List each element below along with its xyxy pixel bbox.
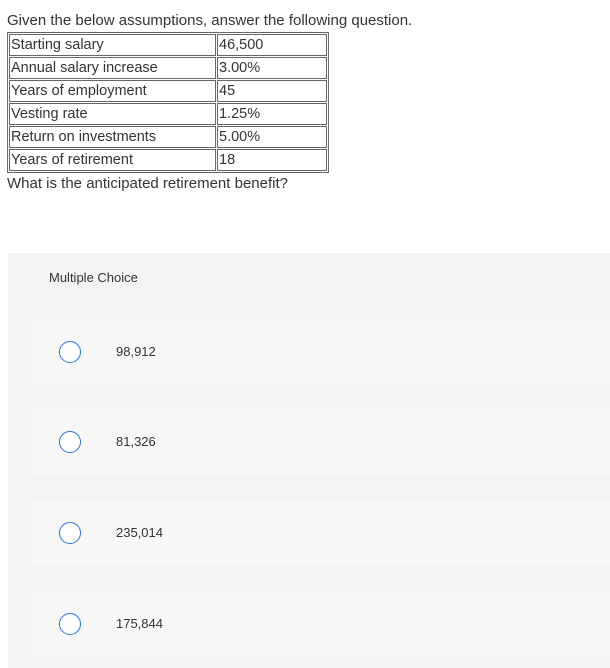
row-label: Vesting rate — [9, 103, 216, 125]
choice-label: 175,844 — [116, 616, 163, 631]
choice-label: 98,912 — [116, 344, 156, 359]
assumptions-table — [7, 32, 329, 173]
row-label: Starting salary — [9, 34, 216, 56]
table-row — [9, 126, 327, 148]
choice-option-1[interactable] — [33, 319, 610, 385]
choice-option-4[interactable] — [33, 591, 610, 657]
multiple-choice-heading: Multiple Choice — [49, 270, 138, 285]
row-label: Annual salary increase — [9, 57, 216, 79]
question-block — [7, 0, 607, 194]
table-row — [9, 103, 327, 125]
row-value: 5.00% — [217, 126, 327, 148]
row-value: 46,500 — [217, 34, 327, 56]
row-value: 1.25% — [217, 103, 327, 125]
radio-button-icon[interactable] — [59, 341, 81, 363]
table-row — [9, 149, 327, 171]
radio-button-icon[interactable] — [59, 431, 81, 453]
table-row — [9, 34, 327, 56]
radio-button-icon[interactable] — [59, 613, 81, 635]
choice-option-3[interactable] — [33, 500, 610, 566]
question-intro: Given the below assumptions, answer the following question. — [7, 12, 413, 29]
radio-button-icon[interactable] — [59, 522, 81, 544]
multiple-choice-panel — [8, 253, 610, 668]
table-row — [9, 80, 327, 102]
choice-label: 81,326 — [116, 434, 156, 449]
question-prompt: What is the anticipated retirement benefit? — [7, 175, 288, 192]
row-label: Years of employment — [9, 80, 216, 102]
choice-option-2[interactable] — [33, 409, 610, 475]
row-value: 18 — [217, 149, 327, 171]
choice-label: 235,014 — [116, 525, 163, 540]
row-label: Return on investments — [9, 126, 216, 148]
row-label: Years of retirement — [9, 149, 216, 171]
row-value: 3.00% — [217, 57, 327, 79]
table-row — [9, 57, 327, 79]
row-value: 45 — [217, 80, 327, 102]
